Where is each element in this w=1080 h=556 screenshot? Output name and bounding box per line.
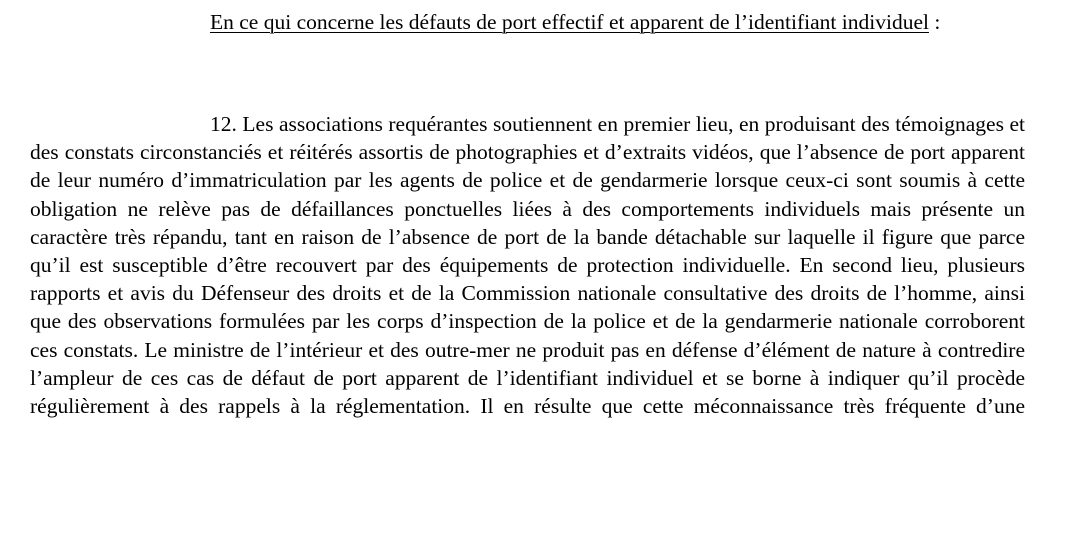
paragraph-12: 12. Les associations requérantes soutiennent en premier lieu, en produisant des témoignages et des constats circonstanciés et réitérés assortis de photographies et d’extraits vidéos, que l’absence de port apparent de leur numéro d’immatriculation par les agents de police et de gendarmerie lorsque ceux-ci sont soumis à cette obligation ne relève pas de défaillances ponctuelles liées à des comportements individuels mais présente un caractère très répandu, tant en raison de l’absence de port de la bande détachable sur laquelle il figure que parce qu’il est susceptible d’être recouvert par des équipements de protection individuelle. En second lieu, plusieurs rapports et avis du Défenseur des droits et de la Commission nationale consultative des droits de l’homme, ainsi que des observations formulées par les corps d’inspection de la police et de la gendarmerie nationale corroborent ces constats. Le ministre de l’intérieur et des outre-mer ne produit pas en défense d’élément de nature à contredire l’ampleur de ces cas de défaut de port apparent de l’identifiant individuel et se borne à indiquer qu’il procède régulièrement à des rappels à la réglementation. Il en résulte que cette méconnaissance très fréquente d’une [30, 112, 1025, 419]
section-heading-suffix: : [928, 10, 941, 34]
section-heading-underlined: En ce qui concerne les défauts de port effectif et apparent de l’identifiant individuel [210, 10, 929, 34]
section-heading [30, 8, 1025, 37]
